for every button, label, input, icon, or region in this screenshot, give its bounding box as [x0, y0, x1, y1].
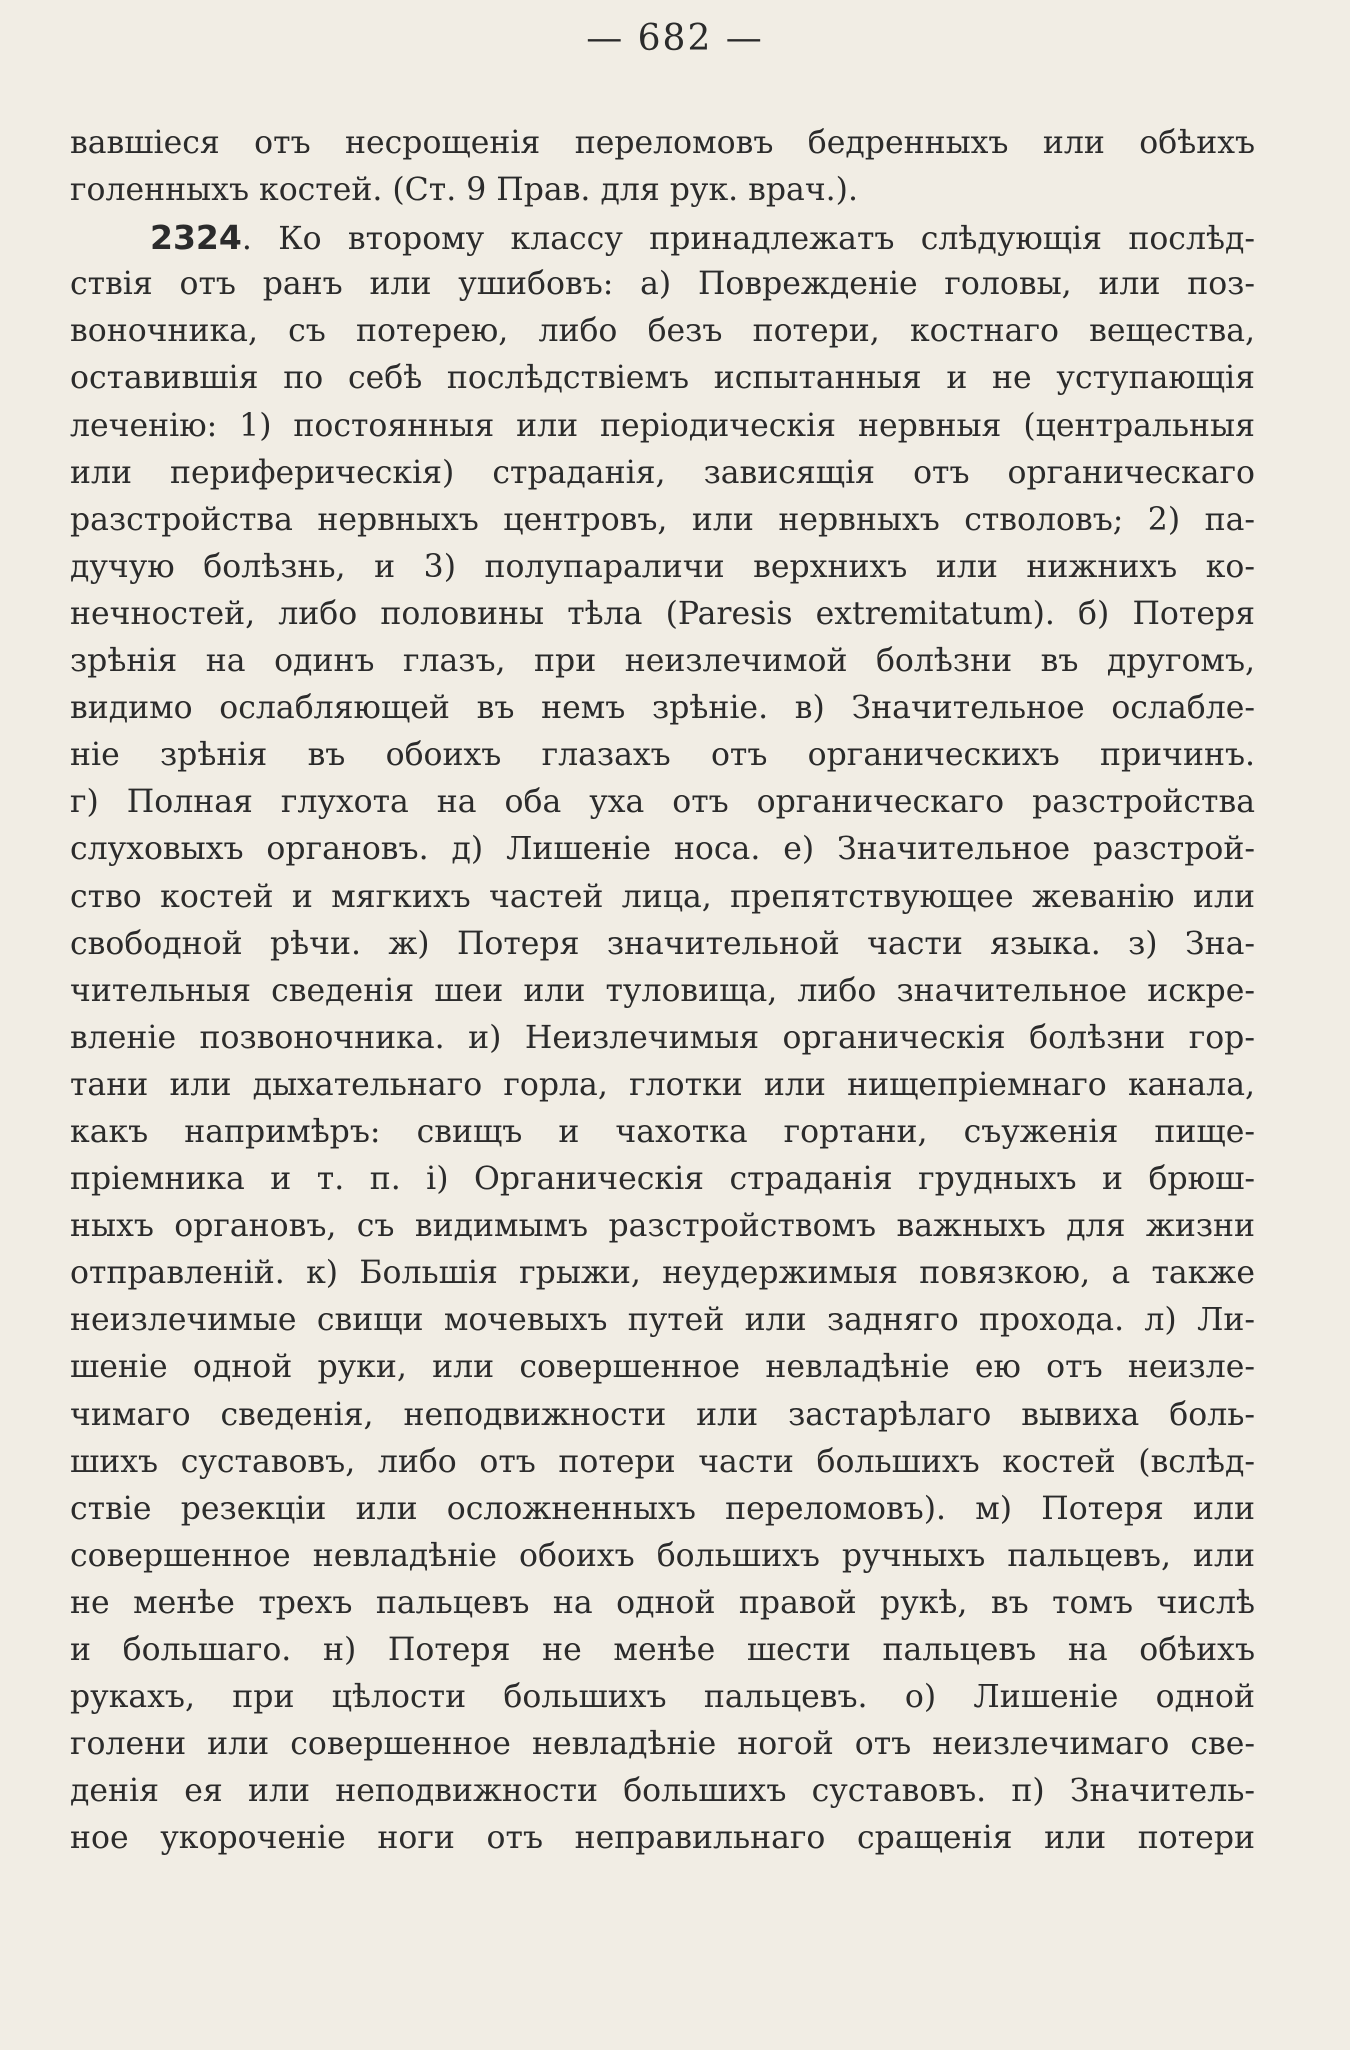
text-line: денія ея или неподвижности большихъ суставовъ. п) Значитель-	[70, 1773, 1255, 1810]
article-body	[70, 261, 1255, 1862]
article-first-line	[70, 214, 1255, 261]
text-line: неизлечимые свищи мочевыхъ путей или задняго прохода. л) Ли-	[70, 1302, 1255, 1339]
text-line: голенныхъ костей. (Ст. 9 Прав. для рук. врач.).	[70, 172, 858, 209]
text-line: тани или дыхательнаго горла, глотки или нищепріемнаго канала,	[70, 1066, 1255, 1103]
text-line: и большаго. н) Потеря не менѣе шести пальцевъ на обѣихъ	[70, 1632, 1255, 1668]
text-line: чительныя сведенія шеи или туловища, либо значительное искре-	[70, 972, 1255, 1009]
text-line: ствія отъ ранъ или ушибовъ: а) Поврежденіе головы, или поз-	[70, 266, 1255, 303]
text-line: вленіе позвоночника. и) Неизлечимыя органическія болѣзни гор-	[70, 1019, 1255, 1056]
text-line: зрѣнія на одинъ глазъ, при неизлечимой болѣзни въ другомъ,	[70, 643, 1255, 680]
text-line: не менѣе трехъ пальцевъ на одной правой рукѣ, въ томъ числѣ	[70, 1584, 1255, 1621]
text-line: ныхъ органовъ, съ видимымъ разстройствомъ важныхъ для жизни	[70, 1208, 1255, 1245]
text-line: воночника, съ потерею, либо безъ потери, костнаго вещества,	[70, 313, 1255, 350]
text-line: голени или совершенное невладѣніе ногой отъ неизлечимаго све-	[70, 1726, 1255, 1763]
text-line: чимаго сведенія, неподвижности или застарѣлаго вывиха боль-	[70, 1396, 1255, 1433]
text-line: дучую болѣзнь, и 3) полупараличи верхнихъ или нижнихъ ко-	[70, 548, 1255, 585]
article-first-line-text: . Ко второму классу принадлежатъ слѣдующія послѣд-	[241, 221, 1255, 258]
text-line: леченію: 1) постоянныя или періодическія нервныя (центральныя	[70, 407, 1255, 444]
page-number: — 682 —	[586, 18, 764, 59]
text-line: разстройства нервныхъ центровъ, или нервныхъ стволовъ; 2) па-	[70, 501, 1255, 538]
text-line: ное укороченіе ноги отъ неправильнаго сращенія или потери	[70, 1820, 1255, 1857]
text-line: ство костей и мягкихъ частей лица, препятствующее жеванію или	[70, 878, 1255, 915]
text-line: ніе зрѣнія въ обоихъ глазахъ отъ органическихъ причинъ.	[70, 737, 1255, 774]
text-line: нечностей, либо половины тѣла (Paresis extremitatum). б) Потеря	[70, 595, 1255, 632]
text-line: отправленій. к) Большія грыжи, неудержимыя повязкою, а также	[70, 1255, 1255, 1292]
text-line: оставившія по себѣ послѣдствіемъ испытанныя и не уступающія	[70, 360, 1255, 397]
text-line: видимо ослабляющей въ немъ зрѣніе. в) Значительное ослабле-	[70, 690, 1255, 727]
text-line: вавшіеся отъ несрощенія переломовъ бедренныхъ или обѣихъ	[70, 125, 1255, 161]
page-text	[70, 120, 1255, 1862]
text-line: рукахъ, при цѣлости большихъ пальцевъ. о) Лишеніе одной	[70, 1679, 1255, 1716]
text-line: какъ напримѣръ: свищъ и чахотка гортани, съуженія пище-	[70, 1113, 1255, 1150]
text-line: или периферическія) страданія, зависящія отъ органическаго	[70, 454, 1255, 491]
text-line: пріемника и т. п. і) Органическія страданія грудныхъ и брюш-	[70, 1161, 1255, 1198]
text-line: слуховыхъ органовъ. д) Лишеніе носа. е) Значительное разстрой-	[70, 831, 1255, 868]
text-line: шихъ суставовъ, либо отъ потери части большихъ костей (вслѣд-	[70, 1443, 1255, 1480]
article-number: 2324	[150, 218, 242, 258]
text-line: г) Полная глухота на оба уха отъ органическаго разстройства	[70, 784, 1255, 821]
text-line: свободной рѣчи. ж) Потеря значительной части языка. з) Зна-	[70, 925, 1255, 962]
text-line: шеніе одной руки, или совершенное невладѣніе ею отъ неизле-	[70, 1349, 1255, 1386]
text-line: совершенное невладѣніе обоихъ большихъ ручныхъ пальцевъ, или	[70, 1537, 1255, 1574]
text-line: ствіе резекціи или осложненныхъ переломовъ). м) Потеря или	[70, 1490, 1255, 1527]
